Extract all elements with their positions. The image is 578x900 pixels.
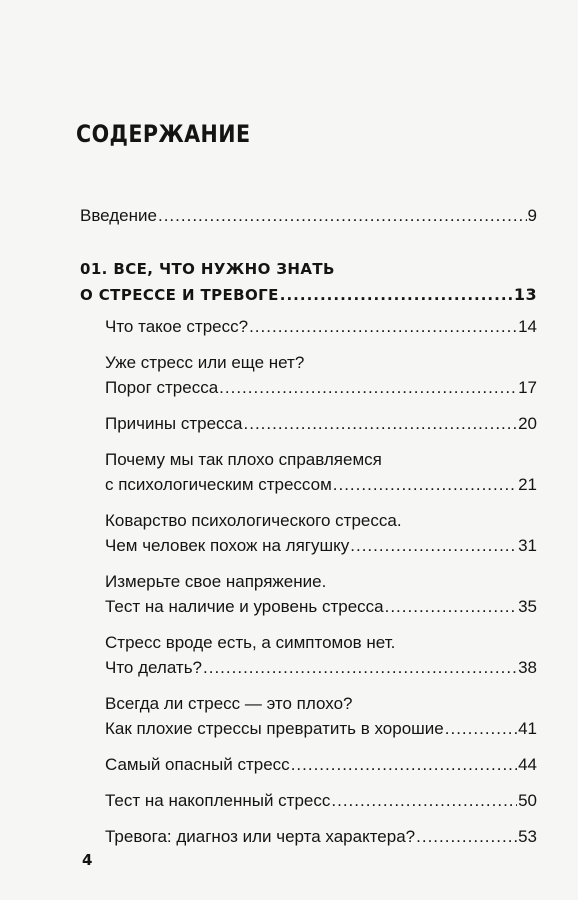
dot-leader bbox=[445, 716, 517, 741]
dot-leader bbox=[416, 824, 517, 849]
toc-page-number: 31 bbox=[518, 536, 537, 555]
toc-page-number: 17 bbox=[518, 378, 537, 397]
toc-entry-title: Что такое стресс? bbox=[105, 317, 249, 336]
toc-page-number: 14 bbox=[518, 317, 537, 336]
toc-entry-title: Самый опасный стресс bbox=[105, 755, 290, 774]
toc-page-number: 35 bbox=[518, 597, 537, 616]
toc-entry bbox=[105, 630, 537, 680]
toc-entry bbox=[105, 691, 537, 741]
toc-entry-title-line-2: с психологическим стрессом bbox=[105, 475, 332, 494]
toc-entry bbox=[105, 569, 537, 619]
toc-entry-title-line-2: Порог стресса bbox=[105, 378, 219, 397]
dot-leader bbox=[219, 375, 517, 400]
toc-entry-title-line-1: Измерьте свое напряжение. bbox=[105, 572, 327, 591]
toc-entry-title: Введение bbox=[80, 206, 157, 225]
dot-leader bbox=[280, 282, 513, 308]
toc-entry-introduction bbox=[80, 203, 537, 228]
toc-entry-title-line-1: Почему мы так плохо справляемся bbox=[105, 450, 382, 469]
toc-entry bbox=[105, 752, 537, 777]
toc-entry-title: Тест на накопленный стресс bbox=[105, 791, 331, 810]
dot-leader bbox=[350, 533, 517, 558]
toc-page-number: 41 bbox=[518, 719, 537, 738]
toc-entry-title-line-2: Как плохие стрессы превратить в хорошие bbox=[105, 719, 444, 738]
chapter-title-line-2: О СТРЕССЕ И ТРЕВОГЕ bbox=[80, 286, 279, 304]
dot-leader bbox=[331, 788, 517, 813]
toc-page-number: 53 bbox=[518, 827, 537, 846]
toc-entry bbox=[105, 411, 537, 436]
toc-entry bbox=[105, 508, 537, 558]
toc-entry-title-line-1: Стресс вроде есть, а симптомов нет. bbox=[105, 633, 396, 652]
toc-page-number: 20 bbox=[518, 414, 537, 433]
toc-page-number: 21 bbox=[518, 475, 537, 494]
toc-entry bbox=[105, 314, 537, 339]
toc-entry-title-line-2: Тест на наличие и уровень стресса bbox=[105, 597, 384, 616]
dot-leader bbox=[333, 472, 517, 497]
toc-entry bbox=[105, 350, 537, 400]
toc-chapter-01 bbox=[80, 256, 537, 308]
toc-entry bbox=[105, 447, 537, 497]
toc-entry-title-line-1: Всегда ли стресс — это плохо? bbox=[105, 694, 353, 713]
chapter-title-line-1: 01. ВСЕ, ЧТО НУЖНО ЗНАТЬ bbox=[80, 260, 335, 278]
toc-entry-title: Причины стресса bbox=[105, 414, 243, 433]
page-number: 4 bbox=[82, 851, 93, 869]
dot-leader bbox=[244, 411, 518, 436]
dot-leader bbox=[203, 655, 517, 680]
toc-entry-title: Тревога: диагноз или черта характера? bbox=[105, 827, 416, 846]
toc-page-number: 9 bbox=[527, 206, 537, 225]
dot-leader bbox=[158, 203, 527, 228]
dot-leader bbox=[385, 594, 517, 619]
toc-entry-title-line-1: Коварство психологического стресса. bbox=[105, 511, 402, 530]
toc-entry bbox=[105, 824, 537, 849]
toc-entry-title-line-2: Чем человек похож на лягушку bbox=[105, 536, 350, 555]
toc-page-number: 13 bbox=[513, 285, 537, 304]
table-of-contents bbox=[80, 203, 537, 849]
toc-entry bbox=[105, 788, 537, 813]
toc-entry-title-line-2: Что делать? bbox=[105, 658, 203, 677]
page-title: СОДЕРЖАНИЕ bbox=[76, 120, 251, 148]
dot-leader bbox=[249, 314, 517, 339]
dot-leader bbox=[291, 752, 517, 777]
toc-entry-title-line-1: Уже стресс или еще нет? bbox=[105, 353, 305, 372]
toc-page-number: 44 bbox=[518, 755, 537, 774]
toc-page-number: 50 bbox=[518, 791, 537, 810]
toc-page-number: 38 bbox=[518, 658, 537, 677]
